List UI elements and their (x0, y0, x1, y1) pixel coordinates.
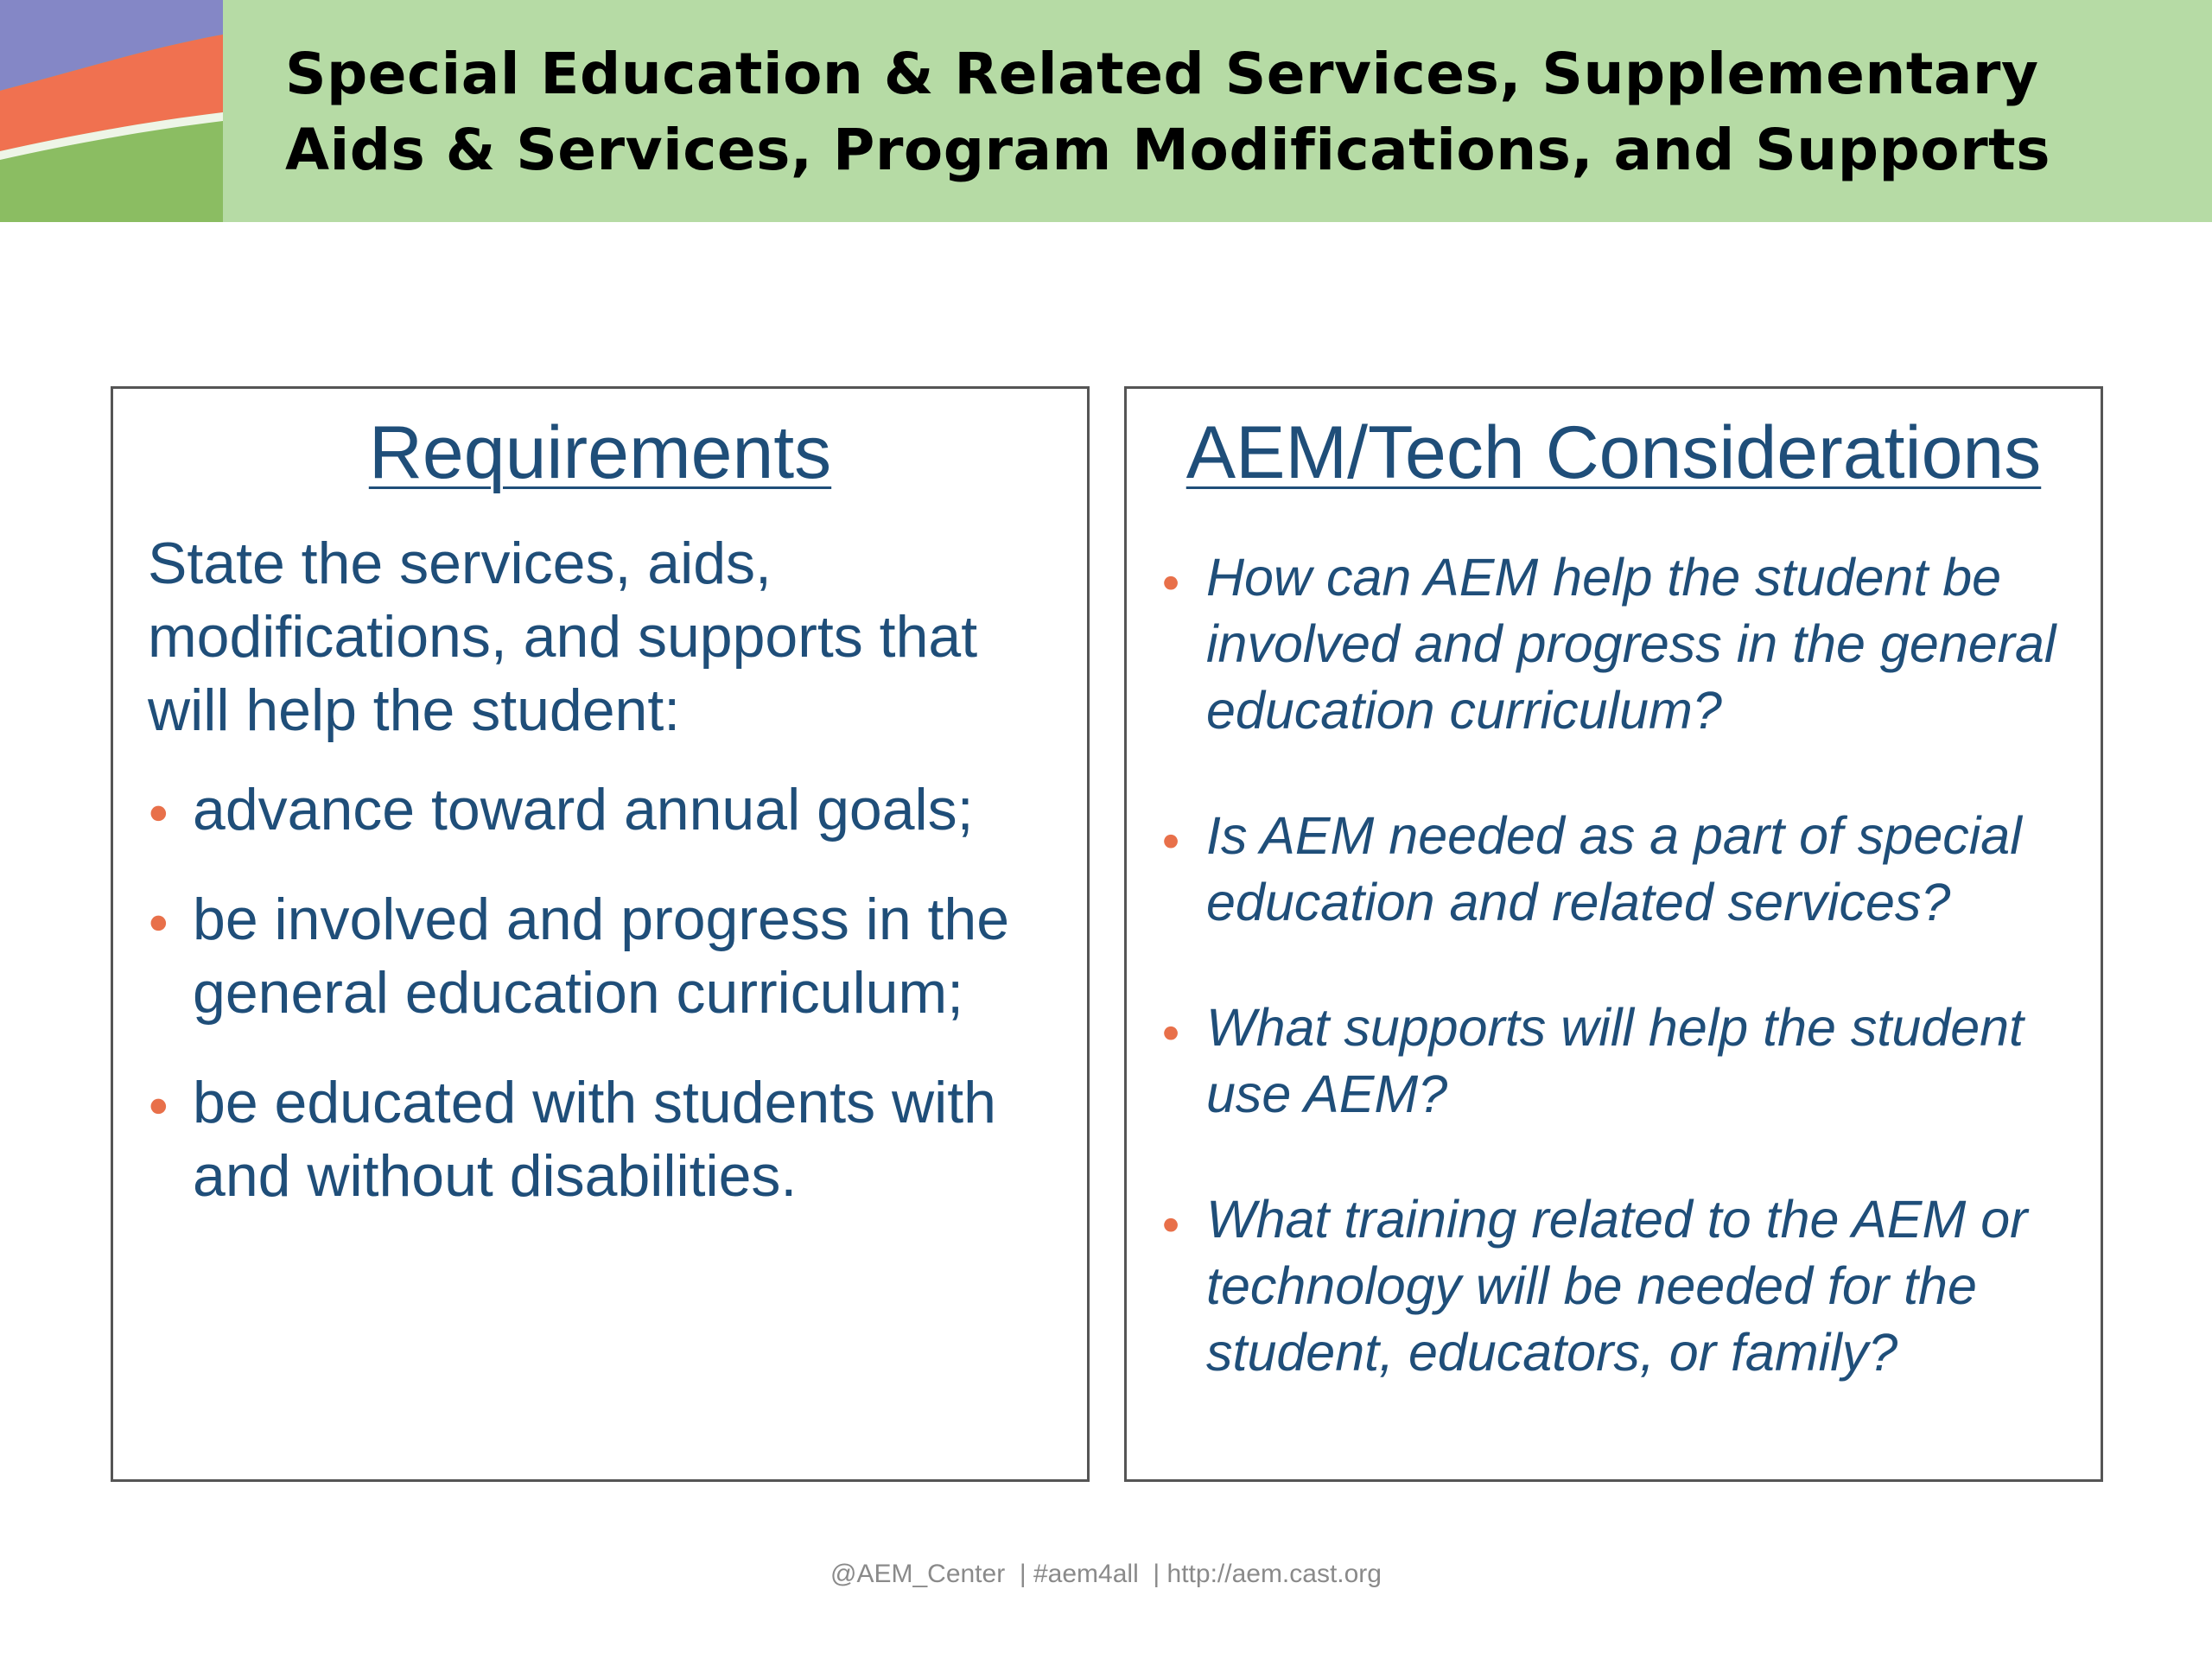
bullet-dot-icon: ● (1161, 1205, 1181, 1241)
bullet-dot-icon: ● (1161, 1014, 1181, 1049)
aem-logo-waves (0, 0, 223, 222)
slide-title-line-2: Aids & Services, Program Modifications, and Supports (285, 117, 2050, 183)
requirements-list (148, 773, 1081, 1249)
list-item (1161, 544, 2094, 744)
list-item (1161, 1186, 2094, 1386)
bullet-dot-icon: ● (1161, 822, 1181, 857)
list-item-text: advance toward annual goals; (193, 777, 974, 842)
considerations-panel (1124, 386, 2103, 1482)
list-item (1161, 803, 2094, 936)
list-item-text: be involved and progress in the general education curriculum; (193, 887, 1010, 1026)
list-item (148, 1066, 1081, 1213)
list-item-text: Is AEM needed as a part of special education and related services? (1206, 806, 2022, 931)
slide-title-line-1: Special Education & Related Services, Supplementary (285, 41, 2039, 107)
bullet-dot-icon: ● (1161, 563, 1181, 599)
list-item-text: What training related to the AEM or technology will be needed for the student, educators, or family? (1206, 1190, 2028, 1382)
slide-title (285, 36, 2169, 188)
considerations-list (1161, 544, 2094, 1445)
bullet-dot-icon: ● (148, 791, 169, 831)
requirements-panel (111, 386, 1090, 1482)
list-item (148, 883, 1081, 1030)
considerations-heading: AEM/Tech Considerations (1185, 411, 2042, 494)
footer: @AEM_Center | #aem4all | http://aem.cast.org (830, 1560, 1382, 1588)
list-item (1161, 995, 2094, 1128)
list-item-text: How can AEM help the student be involved and progress in the general education curriculum? (1206, 548, 2056, 740)
requirements-intro: State the services, aids, modifications, and supports that will help the student: (148, 531, 978, 743)
header-band (0, 0, 2212, 222)
bullet-dot-icon: ● (148, 1084, 169, 1124)
requirements-heading: Requirements (368, 411, 832, 494)
bullet-dot-icon: ● (148, 901, 169, 941)
list-item-text: What supports will help the student use AEM? (1206, 998, 2024, 1123)
list-item (148, 773, 1081, 847)
list-item-text: be educated with students with and without disabilities. (193, 1070, 996, 1209)
